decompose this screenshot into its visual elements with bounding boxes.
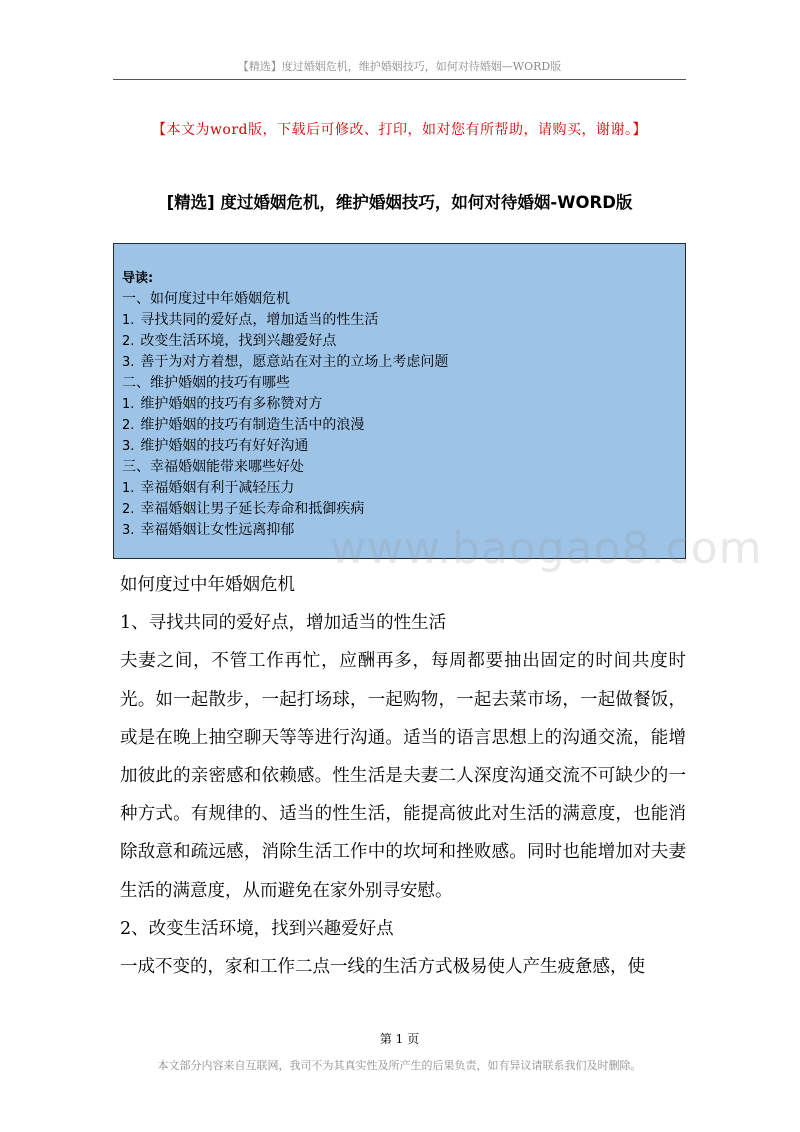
guide-item <box>122 289 677 310</box>
guide-item <box>122 373 677 394</box>
guide-item-text: 维护婚姻的技巧有好好沟通 <box>140 438 309 454</box>
guide-item-text: 改变生活环境，找到兴趣爱好点 <box>140 333 337 349</box>
guide-item <box>122 310 677 331</box>
guide-item-number: 3. <box>122 523 135 538</box>
download-notice: 【本文为word版，下载后可修改、打印，如对您有所帮助，请购买，谢谢。】 <box>151 122 648 138</box>
guide-box <box>113 243 686 559</box>
guide-item-number: 2. <box>122 418 135 433</box>
document-title: [精选] 度过婚姻危机，维护婚姻技巧，如何对待婚姻-WORD版 <box>166 193 633 212</box>
subheading-2: 2、改变生活环境，找到兴趣爱好点 <box>120 918 394 939</box>
guide-item <box>122 352 677 373</box>
watermark: www.baogao8.com <box>330 523 763 574</box>
paragraph-1: 夫妻之间，不管工作再忙，应酬再多，每周都要抽出固定的时间共度时光。如一起散步，一起打场球，一起购物，一起去菜市场，一起做餐饭，或是在晚上抽空聊天等等进行沟通。适当的语言思想上的沟通交流，能增加彼此的亲密感和依赖感。性生活是夫妻二人深度沟通交流不可缺少的一种方式。有规律的、适当的性生活，能提高彼此对生活的满意度，也能消除敌意和疏远感，消除生活工作中的坎坷和挫败感。同时也能增加对夫妻生活的满意度，从而避免在家外别寻安慰。 <box>120 651 686 901</box>
guide-item-text: 善于为对方着想，愿意站在对主的立场上考虑问题 <box>140 354 449 370</box>
guide-item-number: 1. <box>122 397 135 412</box>
guide-item <box>122 499 677 520</box>
guide-item-number: 2. <box>122 334 135 349</box>
guide-item <box>122 457 677 478</box>
guide-item-text: 三、幸福婚姻能带来哪些好处 <box>122 459 304 475</box>
guide-item-number: 1. <box>122 313 135 328</box>
guide-item-number: 3. <box>122 439 135 454</box>
guide-item-text: 幸福婚姻让男子延长寿命和抵御疾病 <box>140 501 365 517</box>
page-footer: 本文部分内容来自互联网，我司不为其真实性及所产生的后果负责，如有异议请联系我们及时删除。 <box>157 1059 642 1072</box>
guide-item-number: 3. <box>122 355 135 370</box>
guide-item-text: 维护婚姻的技巧有多称赞对方 <box>140 396 323 412</box>
article-body <box>120 566 686 986</box>
guide-item-text: 维护婚姻的技巧有制造生活中的浪漫 <box>140 417 365 433</box>
page-header: 【精选】度过婚姻危机，维护婚姻技巧，如何对待婚姻—WORD版 <box>113 58 686 80</box>
section-title: 如何度过中年婚姻危机 <box>120 575 295 595</box>
guide-item-text: 幸福婚姻有利于减轻压力 <box>140 480 295 496</box>
guide-item <box>122 415 677 436</box>
subheading-1: 1、寻找共同的爱好点，增加适当的性生活 <box>120 613 447 634</box>
guide-item-text: 二、维护婚姻的技巧有哪些 <box>122 375 290 391</box>
guide-item <box>122 478 677 499</box>
guide-item <box>122 394 677 415</box>
page-number: 第 1 页 <box>379 1032 420 1046</box>
guide-item-text: 一、如何度过中年婚姻危机 <box>122 291 290 307</box>
paragraph-2: 一成不变的，家和工作二点一线的生活方式极易使人产生疲惫感，使 <box>120 957 645 978</box>
guide-item-text: 寻找共同的爱好点，增加适当的性生活 <box>140 312 379 328</box>
guide-item-text: 幸福婚姻让女性远离抑郁 <box>140 522 295 538</box>
guide-item <box>122 436 677 457</box>
guide-heading: 导读: <box>122 271 154 286</box>
guide-item-number: 1. <box>122 481 135 496</box>
guide-item <box>122 331 677 352</box>
guide-item-number: 2. <box>122 502 135 517</box>
guide-list <box>122 289 677 541</box>
